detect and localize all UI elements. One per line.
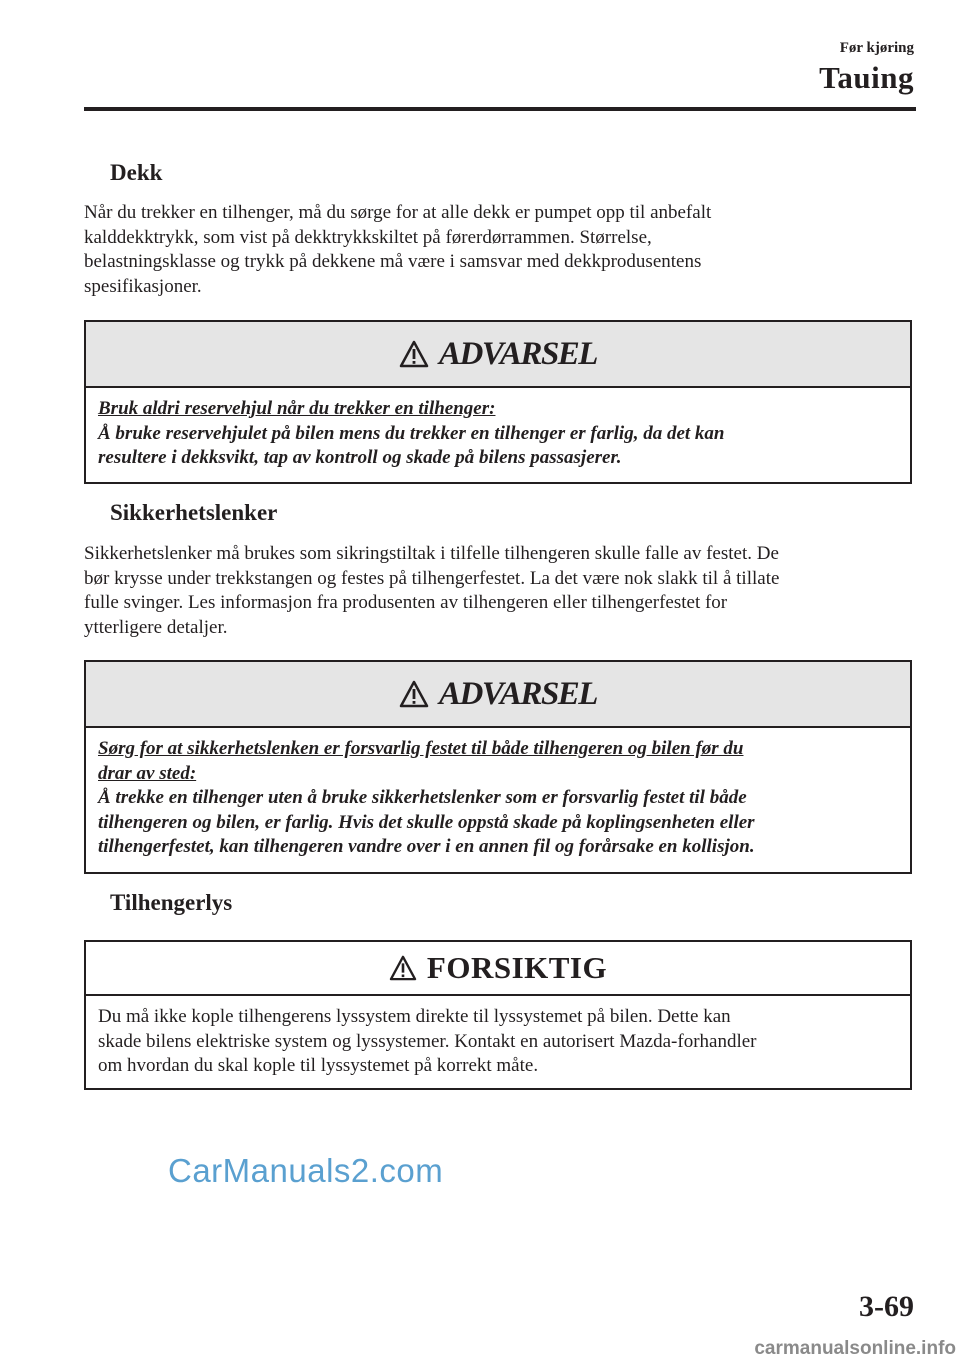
text-line: Når du trekker en tilhenger, må du sørge for at alle dekk er pumpet opp til anbefalt bbox=[84, 202, 712, 223]
heading-sikkerhetslenker: Sikkerhetslenker bbox=[110, 500, 278, 525]
caution-title: FORSIKTIG bbox=[426, 950, 608, 985]
warning-body bbox=[86, 728, 910, 868]
warning-text-line: Å trekke en tilhenger uten å bruke sikkerhetslenker som er forsvarlig festet til både bbox=[98, 787, 747, 808]
text-line: ytterligere detaljer. bbox=[84, 616, 228, 638]
warning-text-line: tilhengerfestet, kan tilhengeren vandre over i en annen fil og forårsake en kollisjon. bbox=[98, 836, 755, 857]
text-line: kalddekktrykk, som vist på dekktrykkskiltet på førerdørrammen. Størrelse, bbox=[84, 226, 652, 248]
text-line: Sikkerhetslenker må brukes som sikringstiltak i tilfelle tilhengeren skulle falle av festet. De bbox=[84, 543, 779, 564]
paragraph-dekk bbox=[84, 201, 920, 299]
caution-box-lights bbox=[84, 940, 912, 1090]
warning-triangle-icon bbox=[389, 955, 417, 981]
warning-lead: drar av sted: bbox=[98, 762, 197, 784]
watermark: CarManuals2.com bbox=[168, 1152, 444, 1189]
caution-body bbox=[86, 996, 910, 1087]
warning-header bbox=[86, 662, 910, 728]
warning-title: ADVARSEL bbox=[439, 335, 597, 372]
warning-title: ADVARSEL bbox=[439, 675, 597, 712]
warning-triangle-icon bbox=[399, 340, 429, 368]
caution-text-line: skade bilens elektriske system og lyssystemer. Kontakt en autorisert Mazda-forhandler bbox=[98, 1030, 757, 1052]
warning-text-line: Å bruke reservehjulet på bilen mens du trekker en tilhenger er farlig, da det kan bbox=[98, 422, 725, 444]
warning-header bbox=[86, 322, 910, 388]
section-name: Før kjøring bbox=[839, 40, 914, 56]
warning-lead: Bruk aldri reservehjul når du trekker en tilhenger: bbox=[98, 398, 496, 419]
warning-text-line: resultere i dekksvikt, tap av kontroll og skade på bilens passasjerer. bbox=[98, 447, 622, 468]
warning-body bbox=[86, 388, 910, 479]
warning-lead: Sørg for at sikkerhetslenken er forsvarlig festet til både tilhengeren og bilen før du bbox=[98, 738, 744, 759]
warning-box-safety-chain bbox=[84, 660, 912, 874]
paragraph-sikkerhetslenker bbox=[84, 542, 920, 640]
warning-text-line: tilhengeren og bilen, er farlig. Hvis det skulle oppstå skade på koplingsenheten eller bbox=[98, 811, 755, 833]
caution-text-line: Du må ikke kople tilhengerens lyssystem direkte til lyssystemet på bilen. Dette kan bbox=[98, 1006, 731, 1027]
caution-header bbox=[86, 942, 910, 996]
warning-triangle-icon bbox=[399, 680, 429, 708]
text-line: bør krysse under trekkstangen og festes på tilhengerfestet. La det være nok slakk til å tillate bbox=[84, 567, 780, 589]
footer-site-link[interactable]: carmanualsonline.info bbox=[754, 1338, 956, 1359]
caution-text-line: om hvordan du skal kople til lyssystemet på korrekt måte. bbox=[98, 1055, 539, 1076]
heading-tilhengerlys: Tilhengerlys bbox=[110, 890, 233, 915]
chapter-title: Tauing bbox=[819, 60, 914, 95]
text-line: belastningsklasse og trykk på dekkene må være i samsvar med dekkprodusentens bbox=[84, 251, 702, 272]
text-line: fulle svinger. Les informasjon fra produsenten av tilhengeren eller tilhengerfestet for bbox=[84, 592, 728, 613]
header-rule bbox=[84, 107, 916, 111]
warning-box-spare-wheel bbox=[84, 320, 912, 484]
heading-dekk: Dekk bbox=[110, 160, 163, 185]
text-line: spesifikasjoner. bbox=[84, 275, 202, 297]
page-number: 3-69 bbox=[859, 1290, 914, 1323]
